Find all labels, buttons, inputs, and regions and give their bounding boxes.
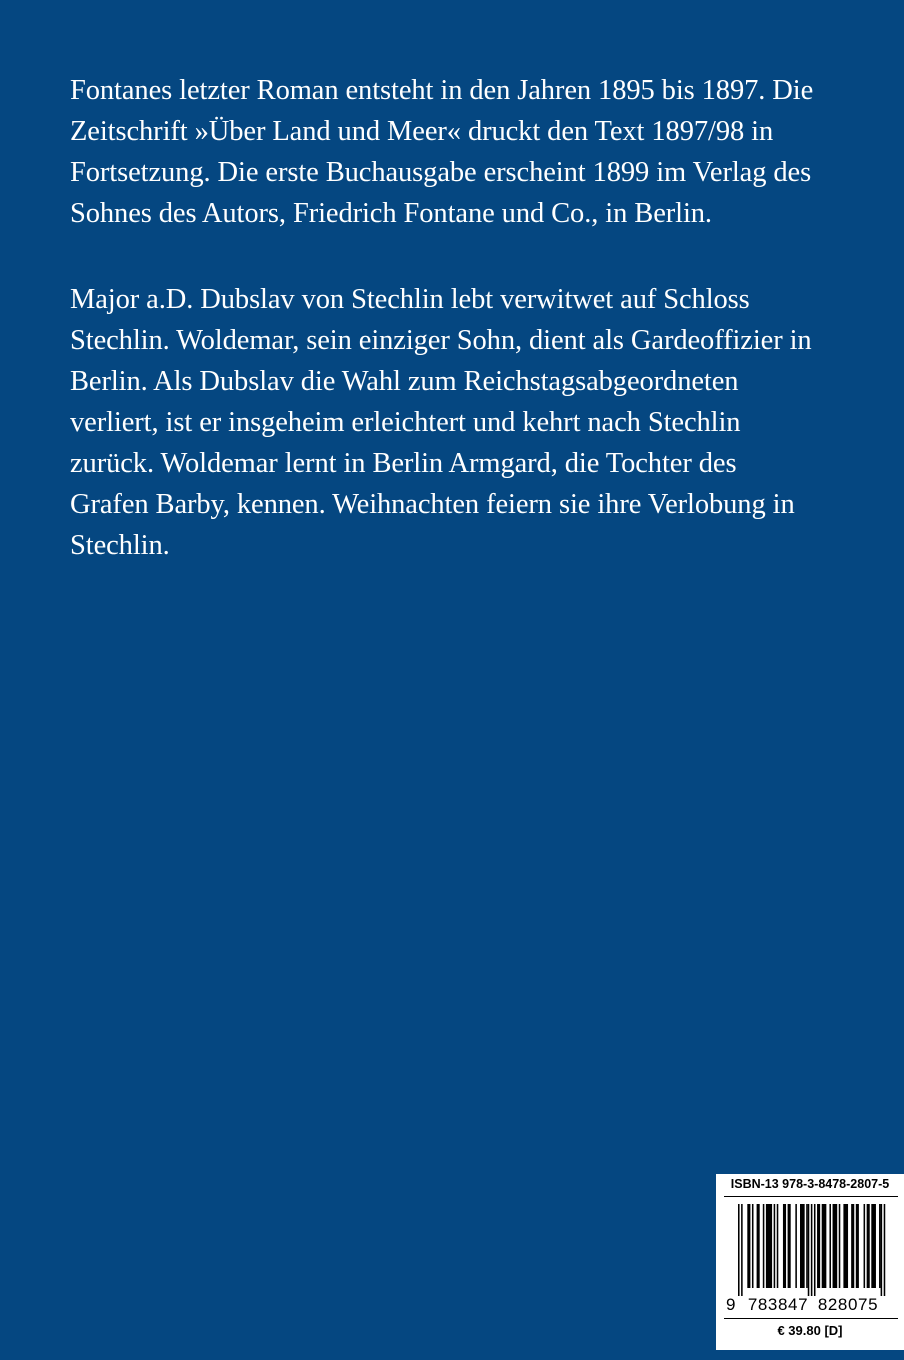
barcode-bar — [867, 1204, 870, 1288]
barcode-guard-bar — [741, 1204, 743, 1296]
text-line: Fortsetzung. Die erste Buchausgabe erscheint 1899 im Verlag des — [70, 157, 812, 188]
price-label: € 39.80 [D] — [777, 1323, 843, 1338]
isbn-barcode-box — [716, 1174, 904, 1350]
isbn-label: ISBN-13 978-3-8478-2807-5 — [730, 1177, 890, 1191]
barcode-bar — [833, 1204, 838, 1288]
text-line: Sohnes des Autors, Friedrich Fontane und Co., in Berlin. — [70, 198, 712, 229]
barcode-bar — [747, 1204, 750, 1288]
barcode-bar — [763, 1204, 765, 1288]
barcode-guard-bar — [884, 1204, 886, 1296]
text-line: Stechlin. — [70, 530, 170, 561]
barcode-bars — [738, 1204, 885, 1296]
barcode-bar — [806, 1204, 808, 1288]
barcode-bar — [879, 1204, 881, 1288]
barcode-bar — [839, 1204, 841, 1288]
barcode-bar — [774, 1204, 776, 1288]
barcode-bar — [871, 1204, 876, 1288]
barcode-digit-first: 9 — [726, 1295, 736, 1314]
blurb-paragraph-publication — [70, 70, 870, 234]
divider — [724, 1196, 898, 1197]
text-line: verliert, ist er insgeheim erleichtert und kehrt nach Stechlin — [70, 407, 741, 438]
text-line: Grafen Barby, kennen. Weihnachten feiern sie ihre Verlobung in — [70, 489, 795, 520]
text-line: Fontanes letzter Roman entsteht in den Jahren 1895 bis 1897. Die — [70, 75, 814, 106]
barcode-guard-bar — [738, 1204, 740, 1296]
barcode-bar — [783, 1204, 786, 1288]
barcode-bar — [766, 1204, 772, 1288]
barcode-bar — [800, 1204, 805, 1288]
barcode-bar — [817, 1204, 820, 1288]
barcode-bar — [851, 1204, 854, 1288]
barcode-guard-bar — [811, 1204, 813, 1296]
barcode-guard-bar — [814, 1204, 816, 1296]
barcode-bar — [856, 1204, 859, 1288]
barcode-bar — [829, 1204, 831, 1288]
barcode-guard-bar — [881, 1204, 883, 1296]
barcode-bar — [864, 1204, 866, 1288]
text-line: Zeitschrift »Über Land und Meer« druckt den Text 1897/98 in — [70, 116, 774, 147]
text-line: Major a.D. Dubslav von Stechlin lebt verwitwet auf Schloss — [70, 284, 750, 315]
barcode-bar — [822, 1204, 827, 1288]
barcode-digits-left: 783847 — [747, 1295, 809, 1314]
text-line: Stechlin. Woldemar, sein einziger Sohn, dient als Gardeoffizier in — [70, 325, 812, 356]
barcode-bar — [777, 1204, 779, 1288]
text-line: Berlin. Als Dubslav die Wahl zum Reichstagsabgeordneten — [70, 366, 739, 397]
barcode-graphic — [724, 1202, 896, 1314]
divider — [724, 1318, 898, 1319]
barcode-bar — [757, 1204, 760, 1288]
barcode-guard-bar — [808, 1204, 810, 1296]
barcode-bar — [795, 1204, 797, 1288]
barcode-bar — [752, 1204, 754, 1288]
barcode-digits-right: 828075 — [817, 1295, 879, 1314]
barcode-bar — [843, 1204, 848, 1288]
text-line: zurück. Woldemar lernt in Berlin Armgard, die Tochter des — [70, 448, 737, 479]
barcode-bar — [788, 1204, 791, 1288]
blurb-paragraph-plot — [70, 279, 870, 566]
